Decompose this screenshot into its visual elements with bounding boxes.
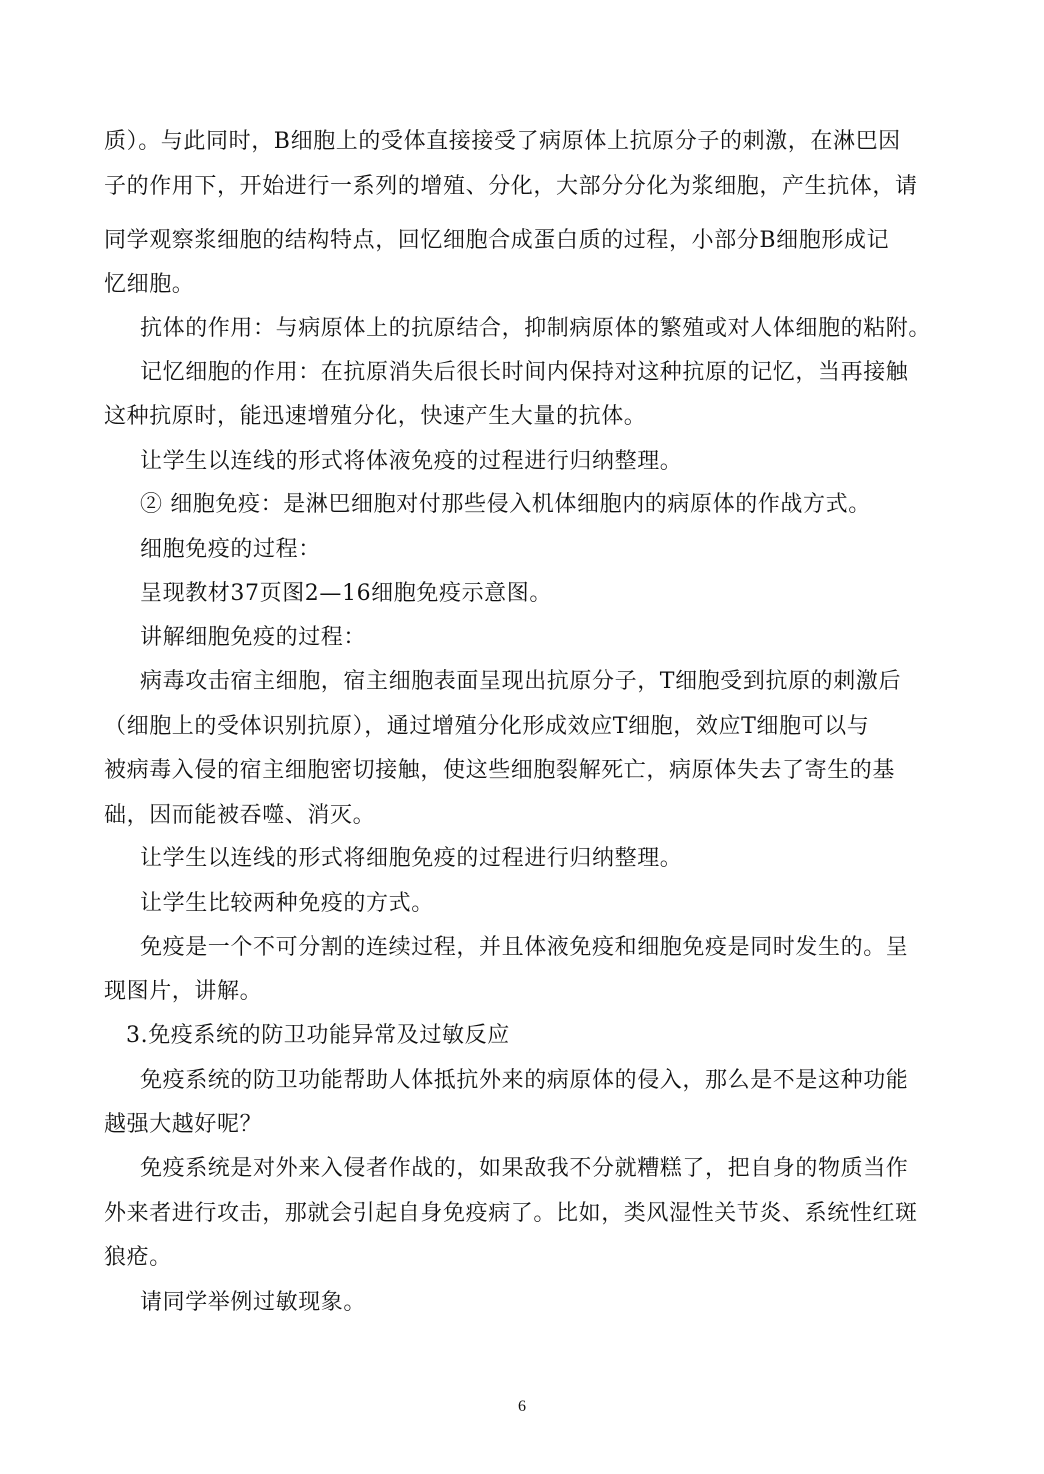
text-line: 让学生比较两种免疫的方式。 bbox=[140, 891, 434, 916]
text-line: 呈现教材37页图2—16细胞免疫示意图。 bbox=[140, 581, 552, 606]
text-line: 忆细胞。 bbox=[104, 272, 195, 297]
text-line: 这种抗原时，能迅速增殖分化，快速产生大量的抗体。 bbox=[104, 404, 647, 429]
text-line: 请同学举例过敏现象。 bbox=[140, 1290, 367, 1315]
text-line: 病毒攻击宿主细胞，宿主细胞表面呈现出抗原分子，T细胞受到抗原的刺激后 bbox=[140, 669, 902, 694]
text-line: 现图片，讲解。 bbox=[104, 979, 263, 1004]
text-line: 子的作用下，开始进行一系列的增殖、分化，大部分分化为浆细胞，产生抗体，请 bbox=[104, 174, 918, 199]
text-line: 让学生以连线的形式将细胞免疫的过程进行归纳整理。 bbox=[140, 846, 683, 871]
text-line: 质）。与此同时，B细胞上的受体直接接受了病原体上抗原分子的刺激，在淋巴因 bbox=[104, 129, 901, 154]
page-number: 6 bbox=[518, 1398, 526, 1415]
section-heading: 3.免疫系统的防卫功能异常及过敏反应 bbox=[126, 1023, 510, 1048]
text-line: 细胞免疫的过程： bbox=[140, 537, 321, 562]
text-line: 免疫是一个不可分割的连续过程，并且体液免疫和细胞免疫是同时发生的。呈 bbox=[140, 935, 909, 960]
text-line: 被病毒入侵的宿主细胞密切接触，使这些细胞裂解死亡，病原体失去了寄生的基 bbox=[104, 758, 896, 783]
text-line: 让学生以连线的形式将体液免疫的过程进行归纳整理。 bbox=[140, 449, 683, 474]
text-line: 同学观察浆细胞的结构特点，回忆细胞合成蛋白质的过程，小部分B细胞形成记 bbox=[104, 228, 890, 253]
text-line: （细胞上的受体识别抗原），通过增殖分化形成效应T细胞，效应T细胞可以与 bbox=[104, 714, 870, 739]
text-line: 础，因而能被吞噬、消灭。 bbox=[104, 803, 376, 828]
text-line: ② 细胞免疫：是淋巴细胞对付那些侵入机体细胞内的病原体的作战方式。 bbox=[140, 492, 871, 517]
text-line: 讲解细胞免疫的过程： bbox=[140, 625, 367, 650]
text-line: 记忆细胞的作用：在抗原消失后很长时间内保持对这种抗原的记忆，当再接触 bbox=[140, 360, 909, 385]
text-line: 免疫系统的防卫功能帮助人体抵抗外来的病原体的侵入，那么是不是这种功能 bbox=[140, 1068, 909, 1093]
text-line: 狼疮。 bbox=[104, 1245, 172, 1270]
text-line: 抗体的作用：与病原体上的抗原结合，抑制病原体的繁殖或对人体细胞的粘附。 bbox=[140, 316, 932, 341]
text-line: 外来者进行攻击，那就会引起自身免疫病了。比如，类风湿性关节炎、系统性红斑 bbox=[104, 1201, 918, 1226]
text-line: 免疫系统是对外来入侵者作战的，如果敌我不分就糟糕了，把自身的物质当作 bbox=[140, 1156, 909, 1181]
text-line: 越强大越好呢？ bbox=[104, 1112, 263, 1137]
